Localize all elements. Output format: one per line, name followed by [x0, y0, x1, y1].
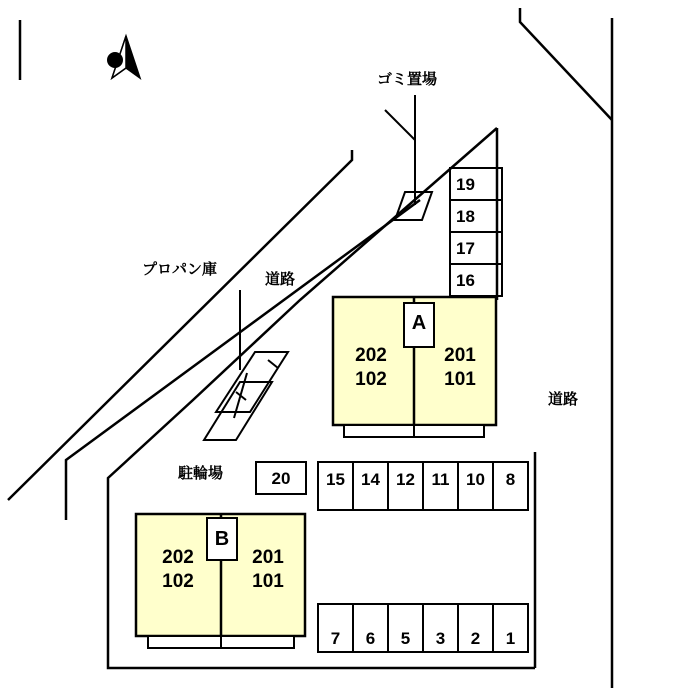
building-b-letter: B	[214, 528, 230, 550]
stall-label-10[interactable]: 10	[466, 470, 485, 489]
stall-label-19[interactable]: 19	[456, 175, 475, 194]
stall-label-2[interactable]: 2	[470, 629, 481, 648]
stall-label-12[interactable]: 12	[396, 470, 415, 489]
stall-label-8[interactable]: 8	[505, 470, 516, 489]
label-gomi: ゴミ置場	[377, 71, 438, 88]
stall-label-3[interactable]: 3	[435, 629, 446, 648]
stall-label-6[interactable]: 6	[365, 629, 376, 648]
room-b-101: 101	[252, 571, 284, 592]
stall-label-14[interactable]: 14	[361, 470, 380, 489]
room-b-102: 102	[162, 571, 194, 592]
stall-label-20[interactable]: 20	[271, 469, 291, 488]
room-a-102: 102	[355, 369, 387, 390]
stall-label-18[interactable]: 18	[456, 207, 475, 226]
label-propane: プロパン庫	[142, 261, 218, 278]
label-road-right: 道路	[548, 391, 579, 408]
room-b-201: 201	[252, 547, 284, 568]
bicycle-detail-1	[268, 360, 278, 368]
stall-label-15[interactable]: 15	[326, 470, 345, 489]
label-bicycle: 駐輪場	[178, 465, 224, 482]
north-arrow-icon	[107, 36, 140, 78]
label-road-upper: 道路	[265, 271, 296, 288]
gomi-tick	[385, 110, 415, 140]
room-a-201: 201	[444, 345, 476, 366]
stall-label-11[interactable]: 11	[431, 470, 450, 489]
stall-label-1[interactable]: 1	[505, 629, 516, 648]
stall-label-16[interactable]: 16	[456, 271, 475, 290]
room-a-101: 101	[444, 369, 476, 390]
stall-label-7[interactable]: 7	[330, 629, 341, 648]
top-right-edge	[520, 8, 612, 120]
room-b-202: 202	[162, 547, 194, 568]
stall-label-17[interactable]: 17	[456, 239, 475, 258]
building-a-letter: A	[411, 312, 427, 334]
road-band-upper-edge	[8, 150, 352, 500]
stall-label-5[interactable]: 5	[400, 629, 411, 648]
room-a-202: 202	[355, 345, 387, 366]
